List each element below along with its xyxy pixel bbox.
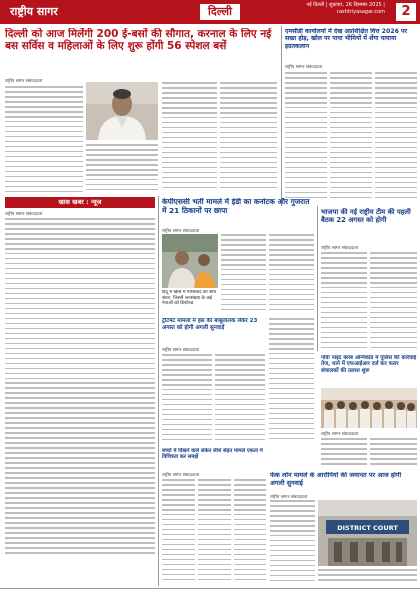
- lead-body: [5, 86, 83, 194]
- bail-body-b: [318, 569, 417, 586]
- children-body-c: [234, 479, 266, 585]
- bail-body-a: [270, 500, 315, 586]
- bjp-body-a: [321, 252, 367, 352]
- masthead: [0, 0, 420, 24]
- health-byline: राष्ट्रीय सागर संवाददाता: [162, 348, 200, 353]
- bail-byline: राष्ट्रीय सागर संवाददाता: [270, 495, 308, 500]
- court-headline: गोवा नाइट क्लब अग्निकांड में पुलिस की कार्रवाई तेज, थाने में एफआईआर दर्ज कर फरार संचालकों की तलाश शुरू: [321, 355, 417, 374]
- health-body-b: [215, 354, 265, 444]
- lead-body-col5: [220, 82, 277, 194]
- special-news-byline: राष्ट्रीय सागर संवाददाता: [5, 212, 43, 217]
- lead-headline: दिल्ली को आज मिलेंगी 200 ई-बसों की सौगात, करनाल के लिए नई बस सर्विस व महिलाओं के लिए शुरू होंगी 56 स्पेशल बसें: [5, 28, 272, 53]
- column-divider-right: [317, 206, 318, 351]
- top-right-body-b: [330, 72, 372, 202]
- children-body-a: [162, 479, 195, 585]
- lead-byline: राष्ट्रीय सागर संवाददाता: [5, 79, 43, 84]
- bail-headline: फेक लोन मामले के आरोपियों की जमानत पर आज होगी अगली सुनवाई: [270, 472, 402, 487]
- middle-byline: राष्ट्रीय सागर संवाददाता: [162, 229, 200, 234]
- court-byline: राष्ट्रीय सागर संवाददाता: [321, 432, 359, 437]
- middle-body-a: [221, 234, 266, 314]
- top-right-headline: एमसीडी कार्यालयों में देख अप्रशिक्षित वित्त 2026 पर सख्त होड़, खोल पर पाया भीमियों में शेंगा यायाया इग्रतकलान: [285, 28, 408, 50]
- middle-body-c: [269, 318, 314, 444]
- lead-photo: [86, 82, 158, 140]
- svg-text:DISTRICT COURT: DISTRICT COURT: [337, 524, 398, 532]
- page-number: 2: [396, 3, 416, 21]
- bjp-byline: राष्ट्रीय सागर संवाददाता: [321, 246, 359, 251]
- page-footer: [0, 588, 420, 594]
- special-news-band: खास खबर : न्यूज: [5, 197, 155, 208]
- bjp-headline: भाजपा की नई राष्ट्रीय टीम की पहली बैठक 22 अगस्त को होगी: [321, 208, 411, 225]
- lead-body-col4: [162, 82, 217, 194]
- top-right-body-a: [285, 72, 327, 202]
- health-body-a: [162, 354, 212, 444]
- special-news-body: [5, 218, 155, 558]
- health-headline: ट्रीटमेंट मामलों में हंस की बाबूलालक लेकर 23 अगस्त को होगी अगली सुनवाई: [162, 318, 258, 331]
- paper-name: राष्ट्रीय सागर: [10, 5, 58, 18]
- children-byline: राष्ट्रीय सागर संवाददाता: [162, 473, 200, 478]
- middle-body-b: [269, 234, 314, 314]
- edition-meta: नई दिल्ली | शुक्रवार, 26 दिसम्बर 2025 | rashtriyasagar.com: [306, 2, 385, 15]
- middle-headline: केपीएससी भर्ती मामले में ईडी का कर्नाटक और गुजरात में 21 ठिकानों पर छापा: [162, 198, 310, 215]
- middle-photo: [162, 234, 218, 288]
- top-right-body-c: [375, 72, 417, 202]
- column-divider-top: [281, 26, 282, 206]
- court-body-a: [321, 438, 367, 468]
- column-divider-left: [158, 196, 159, 586]
- middle-photo-caption: हिंदू में खास में परिसंवाद की साथ संघन, जिसमें जनसंख्या के कई नेताओं को डिफ़ोल्ड: [162, 290, 218, 314]
- bjp-body-b: [370, 252, 417, 352]
- top-right-byline: राष्ट्रीय सागर संवाददाता: [285, 65, 323, 70]
- lead-body-col3: [86, 144, 158, 194]
- crowd-photo: [321, 388, 417, 428]
- children-body-b: [198, 479, 231, 585]
- court-building-photo: [318, 500, 417, 566]
- city-label: दिल्ली: [200, 4, 240, 20]
- children-headline: बच्चों में दिखने वाले संकेत सीधे सेहत मामले एकता में विचित्रता कर समझें: [162, 448, 263, 461]
- court-body-b: [370, 438, 417, 468]
